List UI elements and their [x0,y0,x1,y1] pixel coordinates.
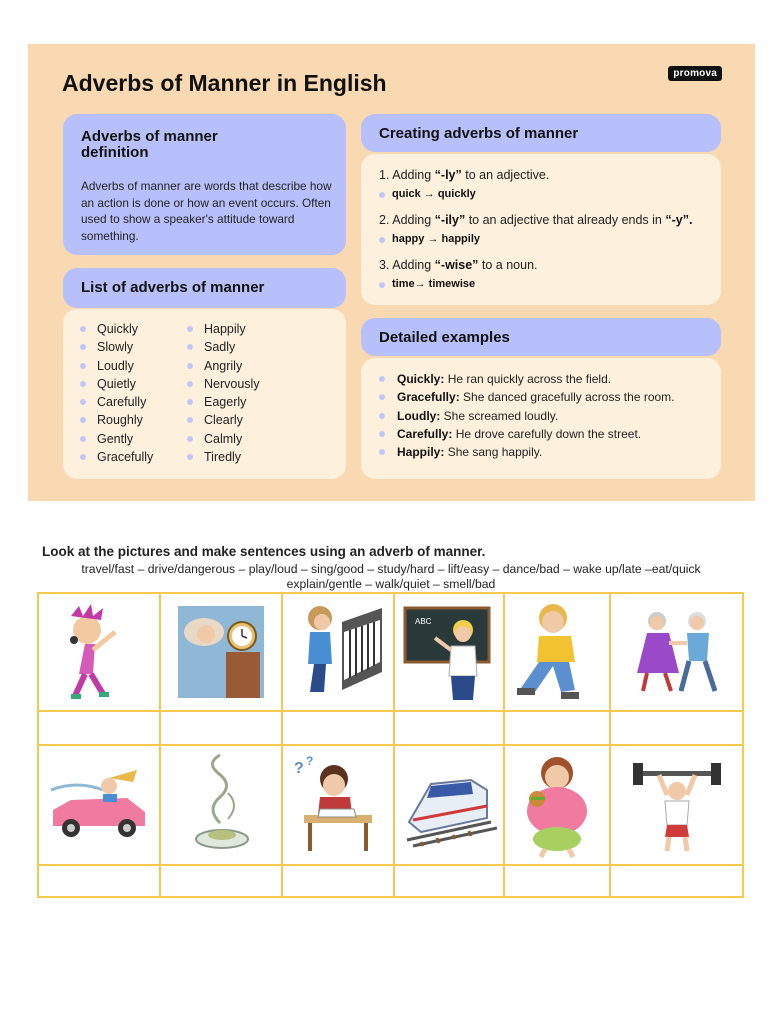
answer-cell[interactable] [393,710,505,746]
bullet-dot-icon [80,344,86,350]
dancing-couple-illustration [609,592,744,712]
bullet-dot-icon [379,282,385,288]
svg-text:ABC: ABC [415,617,432,626]
answer-cell[interactable] [609,710,744,746]
list-item: Loudly [80,357,153,375]
alarm-clock-sleeper-illustration [159,592,283,712]
bullet-dot-icon [187,436,193,442]
bullet-dot-icon [187,417,193,423]
definition-card [63,114,346,255]
studying-boy-illustration [281,744,395,866]
boy-walking-illustration [503,592,611,712]
answer-cell[interactable] [503,864,611,898]
list-item: Carefully [80,393,153,411]
svg-text:?: ? [306,754,314,768]
list-item: Quickly [80,320,153,338]
rule-1-example: quick → quickly [379,188,476,200]
list-item: Roughly [80,411,153,429]
list-item: Gracefully [80,448,153,466]
list-item: Angrily [187,357,260,375]
bullet-dot-icon [379,394,385,400]
car-driver-illustration [37,744,161,866]
list-heading-card [63,268,346,308]
bullet-dot-icon [80,363,86,369]
definition-heading: Adverbs of manner definition [81,128,218,161]
list-item: Quietly [80,375,153,393]
bullet-dot-icon [379,431,385,437]
eating-girl-illustration [503,744,611,866]
promova-logo: promova [668,66,722,81]
list-item: Calmly [187,430,260,448]
list-item: Tiredly [187,448,260,466]
answer-cell[interactable] [37,710,161,746]
list-item: Slowly [80,338,153,356]
creating-heading: Creating adverbs of manner [379,125,579,142]
answer-cell[interactable] [503,710,611,746]
bullet-dot-icon [379,237,385,243]
word-bank-line-1: travel/fast – drive/dangerous – play/loud – sing/good – study/hard – lift/easy – dance/bad – wake up/late –eat/quick [81,562,701,576]
bullet-dot-icon [379,413,385,419]
bullet-dot-icon [187,344,193,350]
list-item: Clearly [187,411,260,429]
word-bank [38,562,744,591]
adverb-list-column-1 [80,320,153,466]
adverb-list-card [63,309,346,479]
list-item: Eagerly [187,393,260,411]
rule-3: 3. Adding “-wise” to a noun. [379,258,538,272]
bullet-dot-icon [80,399,86,405]
bullet-dot-icon [80,326,86,332]
bullet-dot-icon [187,363,193,369]
adverbs-infographic [28,44,755,501]
rule-1: 1. Adding “-ly” to an adjective. [379,168,550,182]
bullet-dot-icon [80,417,86,423]
list-item: Gracefully: She danced gracefully across the room. [379,388,675,406]
list-item: Happily [187,320,260,338]
answer-cell[interactable] [159,864,283,898]
smelly-food-illustration [159,744,283,866]
definition-text: Adverbs of manner are words that describe how an action is done or how an event occurs. Often used to show a speaker's attitude toward something. [81,179,332,243]
weightlifter-illustration [609,744,744,866]
infographic-title: Adverbs of Manner in English [62,70,387,96]
list-item: Carefully: He drove carefully down the street. [379,425,675,443]
list-item: Nervously [187,375,260,393]
bullet-dot-icon [379,192,385,198]
adverb-list-column-2 [187,320,260,466]
answer-cell[interactable] [609,864,744,898]
list-item: Sadly [187,338,260,356]
list-heading: List of adverbs of manner [81,279,265,296]
creating-rules-card [361,154,721,305]
answer-cell[interactable] [281,710,395,746]
picture-grid [37,592,744,898]
worksheet-instruction: Look at the pictures and make sentences using an adverb of manner. [42,544,486,559]
bullet-dot-icon [80,454,86,460]
rule-3-example: time→ timewise [379,278,475,290]
examples-list [379,370,675,461]
piano-player-illustration [281,592,395,712]
bullet-dot-icon [80,381,86,387]
list-item: Gently [80,430,153,448]
bullet-dot-icon [379,376,385,382]
list-item: Happily: She sang happily. [379,443,675,461]
examples-heading: Detailed examples [379,329,510,346]
bullet-dot-icon [80,436,86,442]
creating-heading-card [361,114,721,152]
rule-2: 2. Adding “-ily” to an adjective that already ends in “-y”. [379,213,693,227]
fast-train-illustration [393,744,505,866]
answer-cell[interactable] [37,864,161,898]
rule-2-example: happy → happily [379,233,480,245]
answer-cell[interactable] [281,864,395,898]
bullet-dot-icon [187,454,193,460]
bullet-dot-icon [187,326,193,332]
bullet-dot-icon [379,449,385,455]
examples-card [361,358,721,479]
teacher-blackboard-illustration [393,592,505,712]
bullet-dot-icon [187,399,193,405]
word-bank-line-2: explain/gentle – walk/quiet – smell/bad [286,576,496,591]
bullet-dot-icon [187,381,193,387]
examples-heading-card [361,318,721,356]
list-item: Loudly: She screamed loudly. [379,407,675,425]
answer-cell[interactable] [159,710,283,746]
singer-illustration [37,592,161,712]
answer-cell[interactable] [393,864,505,898]
list-item: Quickly: He ran quickly across the field. [379,370,675,388]
svg-text:?: ? [294,760,304,777]
